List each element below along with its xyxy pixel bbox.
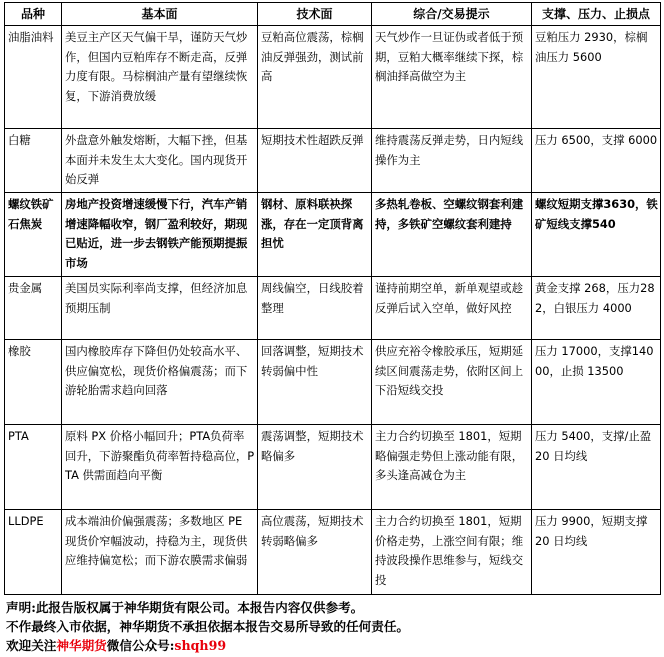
- cell-advice: 主力合约切换至 1801，短期价格走势，上涨空间有限；维持波段操作思维参与，短线交投: [372, 510, 532, 595]
- disclaimer-line-copyright: 声明:此报告版权属于神华期货有限公司。本报告内容仅供参考。: [6, 600, 364, 615]
- cell-advice: 主力合约切换至 1801，短期略偏强走势但上涨动能有限，多头逢高减仓为主: [372, 425, 532, 510]
- cell-technical: 短期技术性超跌反弹: [258, 129, 372, 193]
- cell-variety: 白糖: [5, 129, 62, 193]
- cell-levels: 压力 17000，支撑14000，止损 13500: [532, 340, 661, 425]
- cell-fundamentals: 美国员实际利率尚支撑，但经济加息预期压制: [62, 277, 258, 340]
- cell-levels: 螺纹短期支撑3630，铁矿短线支撑540: [532, 193, 661, 277]
- cell-technical: 回落调整，短期技术转弱偏中性: [258, 340, 372, 425]
- disclaimer: [4, 598, 660, 655]
- table-row: [5, 129, 661, 193]
- header-levels: 支撑、压力、止损点: [532, 3, 661, 26]
- cell-advice: 维持震荡反弹走势，日内短线操作为主: [372, 129, 532, 193]
- table-header-row: [5, 3, 661, 26]
- cell-technical: 高位震荡，短期技术转弱略偏多: [258, 510, 372, 595]
- cell-technical: 豆粕高位震荡，棕榈油反弹强劲，测试前高: [258, 26, 372, 129]
- cell-technical: 钢材、原料联袂探涨，存在一定顶背离担忧: [258, 193, 372, 277]
- cell-variety: 油脂油料: [5, 26, 62, 129]
- cell-fundamentals: 房地产投资增速缓慢下行，汽车产销增速降幅收窄，钢厂盈利较好，期现已贴近，进一步去钢铁产能预期提振市场: [62, 193, 258, 277]
- cell-levels: 压力 5400，支撑/止盈 20 日均线: [532, 425, 661, 510]
- cell-fundamentals: 外盘意外触发熔断，大幅下挫，但基本面并未发生太大变化。国内现货开始反弹: [62, 129, 258, 193]
- table-row: [5, 277, 661, 340]
- table-row: [5, 425, 661, 510]
- header-technical: 技术面: [258, 3, 372, 26]
- disclaimer-line-follow: [6, 636, 660, 655]
- cell-variety: 贵金属: [5, 277, 62, 340]
- table-row: [5, 510, 661, 595]
- cell-variety: 橡胶: [5, 340, 62, 425]
- cell-levels: 压力 9900，短期支撑 20 日均线: [532, 510, 661, 595]
- cell-advice: 多热轧卷板、空螺纹钢套利建持，多铁矿空螺纹套利建持: [372, 193, 532, 277]
- cell-variety: PTA: [5, 425, 62, 510]
- wechat-account: shqh99: [174, 638, 227, 653]
- cell-technical: 周线偏空，日线胶着整理: [258, 277, 372, 340]
- brand-name: 神华期货: [56, 638, 107, 653]
- follow-mid: 微信公众号:: [106, 638, 175, 653]
- cell-levels: 黄金支撑 268，压力282，白银压力 4000: [532, 277, 661, 340]
- cell-advice: 供应充裕令橡胶承压，短期延续区间震荡走势，依附区间上下沿短线交投: [372, 340, 532, 425]
- table-row: [5, 26, 661, 129]
- cell-levels: 压力 6500，支撑 6000: [532, 129, 661, 193]
- table-row: [5, 193, 661, 277]
- table-row: [5, 340, 661, 425]
- header-advice: 综合/交易提示: [372, 3, 532, 26]
- header-fundamentals: 基本面: [62, 3, 258, 26]
- follow-prefix: 欢迎关注: [6, 638, 57, 653]
- cell-technical: 震荡调整，短期技术略偏多: [258, 425, 372, 510]
- header-variety: 品种: [5, 3, 62, 26]
- cell-fundamentals: 美豆主产区天气偏干旱，谨防天气炒作，但国内豆粕库存不断走高，反弹力度有限。马棕榈油产量有望继续恢复，下游消费放缓: [62, 26, 258, 129]
- cell-fundamentals: 原料 PX 价格小幅回升；PTA负荷率回升，下游聚酯负荷率暂持稳高位，PTA 供需面趋向平衡: [62, 425, 258, 510]
- cell-fundamentals: 成本端油价偏强震荡；多数地区 PE 现货价窄幅波动，持稳为主，现货供应维持偏宽松；而下游农膜需求偏弱: [62, 510, 258, 595]
- cell-advice: 谨持前期空单，新单观望或趁反弹后试入空单，做好风控: [372, 277, 532, 340]
- cell-fundamentals: 国内橡胶库存下降但仍处较高水平、供应偏宽松，现货价格偏震荡；而下游轮胎需求趋向回落: [62, 340, 258, 425]
- disclaimer-line-liability: 不作最终入市依据，神华期货不承担依据本报告交易所导致的任何责任。: [6, 619, 409, 634]
- cell-advice: 天气炒作一旦证伪或者低于预期，豆粕大概率继续下探，棕榈油择高做空为主: [372, 26, 532, 129]
- cell-variety: 螺纹铁矿石焦炭: [5, 193, 62, 277]
- futures-strategy-table: [4, 2, 661, 595]
- cell-variety: LLDPE: [5, 510, 62, 595]
- cell-levels: 豆粕压力 2930，棕榈油压力 5600: [532, 26, 661, 129]
